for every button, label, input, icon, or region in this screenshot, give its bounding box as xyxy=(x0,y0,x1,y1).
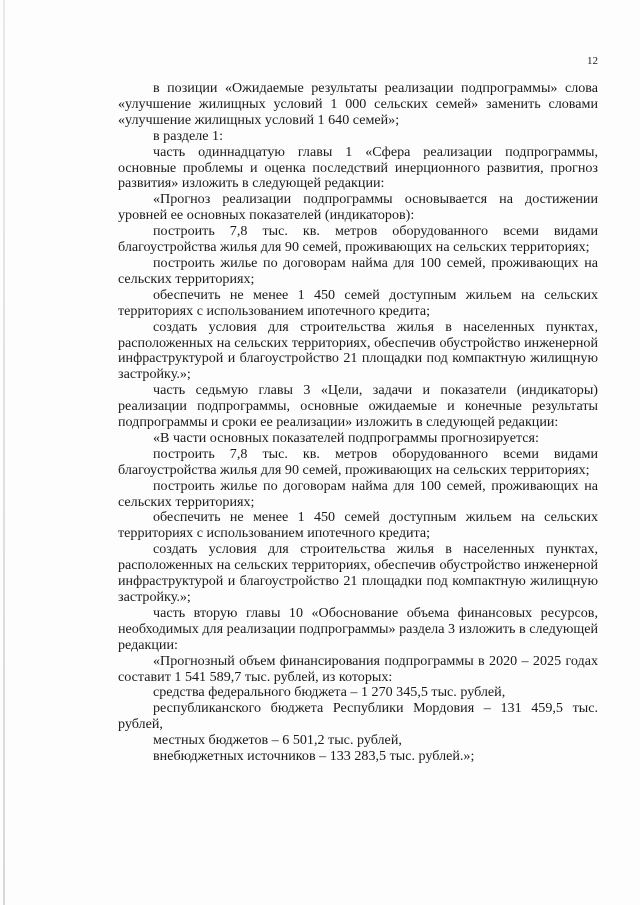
paragraph: часть одиннадцатую главы 1 «Сфера реализации подпрограммы, основные проблемы и оценка последствий инерционного развития, прогноз развития» изложить в следующей редакции: xyxy=(118,143,598,192)
paragraph: обеспечить не менее 1 450 семей доступным жильем на сельских территориях с использованием ипотечного кредита; xyxy=(118,286,598,319)
paragraph: часть вторую главы 10 «Обоснование объема финансовых ресурсов, необходимых для реализации подпрограммы» раздела 3 изложить в следующей редакции: xyxy=(118,604,598,653)
paragraph: в разделе 1: xyxy=(153,127,223,144)
paragraph: «В части основных показателей подпрограммы прогнозируется: xyxy=(153,429,539,446)
paragraph: создать условия для строительства жилья в населенных пунктах, расположенных на сельских территориях, обеспечив обустройство инженерной инфраструктурой и благоустройство 21 площадки под компактную жилищную застройку.»; xyxy=(118,541,598,605)
paragraph: построить 7,8 тыс. кв. метров оборудованного всеми видами благоустройства жилья для 90 семей, проживающих на сельских территориях; xyxy=(118,223,598,256)
paragraph: средства федерального бюджета – 1 270 345,5 тыс. рублей, xyxy=(153,684,506,701)
paragraph: создать условия для строительства жилья в населенных пунктах, расположенных на сельских территориях, обеспечив обустройство инженерной инфраструктурой и благоустройство 21 площадки под компактную жилищную застройку.»; xyxy=(118,318,598,383)
paragraph: построить 7,8 тыс. кв. метров оборудованного всеми видами благоустройства жилья для 90 семей, проживающих на сельских территориях; xyxy=(118,445,598,478)
scan-edge xyxy=(3,0,5,905)
paragraph: обеспечить не менее 1 450 семей доступным жильем на сельских территориях с использованием ипотечного кредита; xyxy=(118,509,598,542)
paragraph: в позиции «Ожидаемые результаты реализации подпрограммы» слова «улучшение жилищных условий 1 000 сельских семей» заменить словами «улучшение жилищных условий 1 640 семей»; xyxy=(118,80,598,128)
paragraph: республиканского бюджета Республики Мордовия – 131 459,5 тыс. рублей, xyxy=(118,700,598,733)
paragraph: построить жилье по договорам найма для 100 семей, проживающих на сельских территориях; xyxy=(118,254,598,287)
paragraph: «Прогнозный объем финансирования подпрограммы в 2020 – 2025 годах составит 1 541 589,7 тыс. рублей, из которых: xyxy=(118,652,598,685)
paragraph: местных бюджетов – 6 501,2 тыс. рублей, xyxy=(153,732,402,749)
document-body xyxy=(118,81,598,765)
paragraph: часть седьмую главы 3 «Цели, задачи и показатели (индикаторы) реализации подпрограммы, основные ожидаемые и конечные результаты подпрограммы и сроки ее реализации» изложить в следующей редакции: xyxy=(118,382,598,431)
paragraph: внебюджетных источников – 133 283,5 тыс. рублей.»; xyxy=(153,748,475,765)
page-number: 12 xyxy=(587,55,598,67)
paragraph: «Прогноз реализации подпрограммы основывается на достижении уровней ее основных показателей (индикаторов): xyxy=(118,191,598,224)
paragraph: построить жилье по договорам найма для 100 семей, проживающих на сельских территориях; xyxy=(118,477,598,510)
